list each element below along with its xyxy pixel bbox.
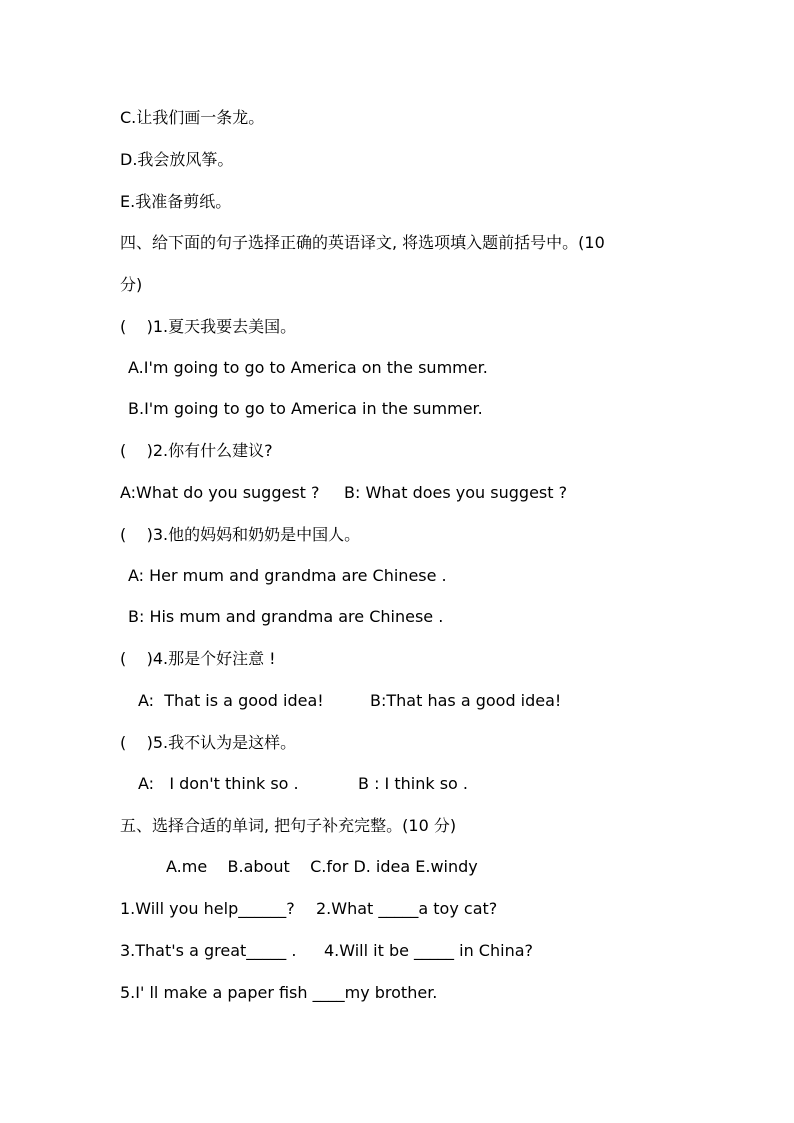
option-c-text: C.让我们画一条龙。 [120,108,265,127]
q2-prompt: ( )2.你有什么建议? [120,441,273,460]
option-e-text: E.我准备剪纸。 [120,192,232,211]
q4-option-a: A: That is a good idea! [138,691,324,710]
section4-title-continued: 分) [120,275,143,294]
q5-option-b: B : I think so . [358,774,468,793]
q4-option-b: B:That has a good idea! [370,691,562,710]
q4-prompt: ( )4.那是个好注意 ! [120,649,276,668]
q1-option-b: B.I'm going to go to America in the summer. [128,399,483,418]
q1-prompt: ( )1.夏天我要去美国。 [120,317,297,336]
sentence-3: 3.That's a great_____ . [120,941,297,960]
q5-option-a: A: I don't think so . [138,774,299,793]
q2-option-b: B: What does you suggest ? [344,483,568,502]
option-d-text: D.我会放风筝。 [120,150,234,169]
q3-prompt: ( )3.他的妈妈和奶奶是中国人。 [120,525,361,544]
q3-option-a: A: Her mum and grandma are Chinese . [128,566,447,585]
q2-option-a: A:What do you suggest ? [120,483,320,502]
section5-title: 五、选择合适的单词, 把句子补充完整。(10 分) [120,816,457,835]
sentence-4: 4.Will it be _____ in China? [324,941,533,960]
section4-title: 四、给下面的句子选择正确的英语译文, 将选项填入题前括号中。(10 [120,233,605,252]
sentence-1: 1.Will you help______? [120,899,295,918]
sentence-2: 2.What _____a toy cat? [316,899,498,918]
q1-option-a: A.I'm going to go to America on the summer. [128,358,488,377]
sentence-5: 5.I' ll make a paper fish ____my brother. [120,983,438,1002]
q3-option-b: B: His mum and grandma are Chinese . [128,607,444,626]
section5-word-bank: A.me B.about C.for D. idea E.windy [166,857,478,876]
q5-prompt: ( )5.我不认为是这样。 [120,733,297,752]
